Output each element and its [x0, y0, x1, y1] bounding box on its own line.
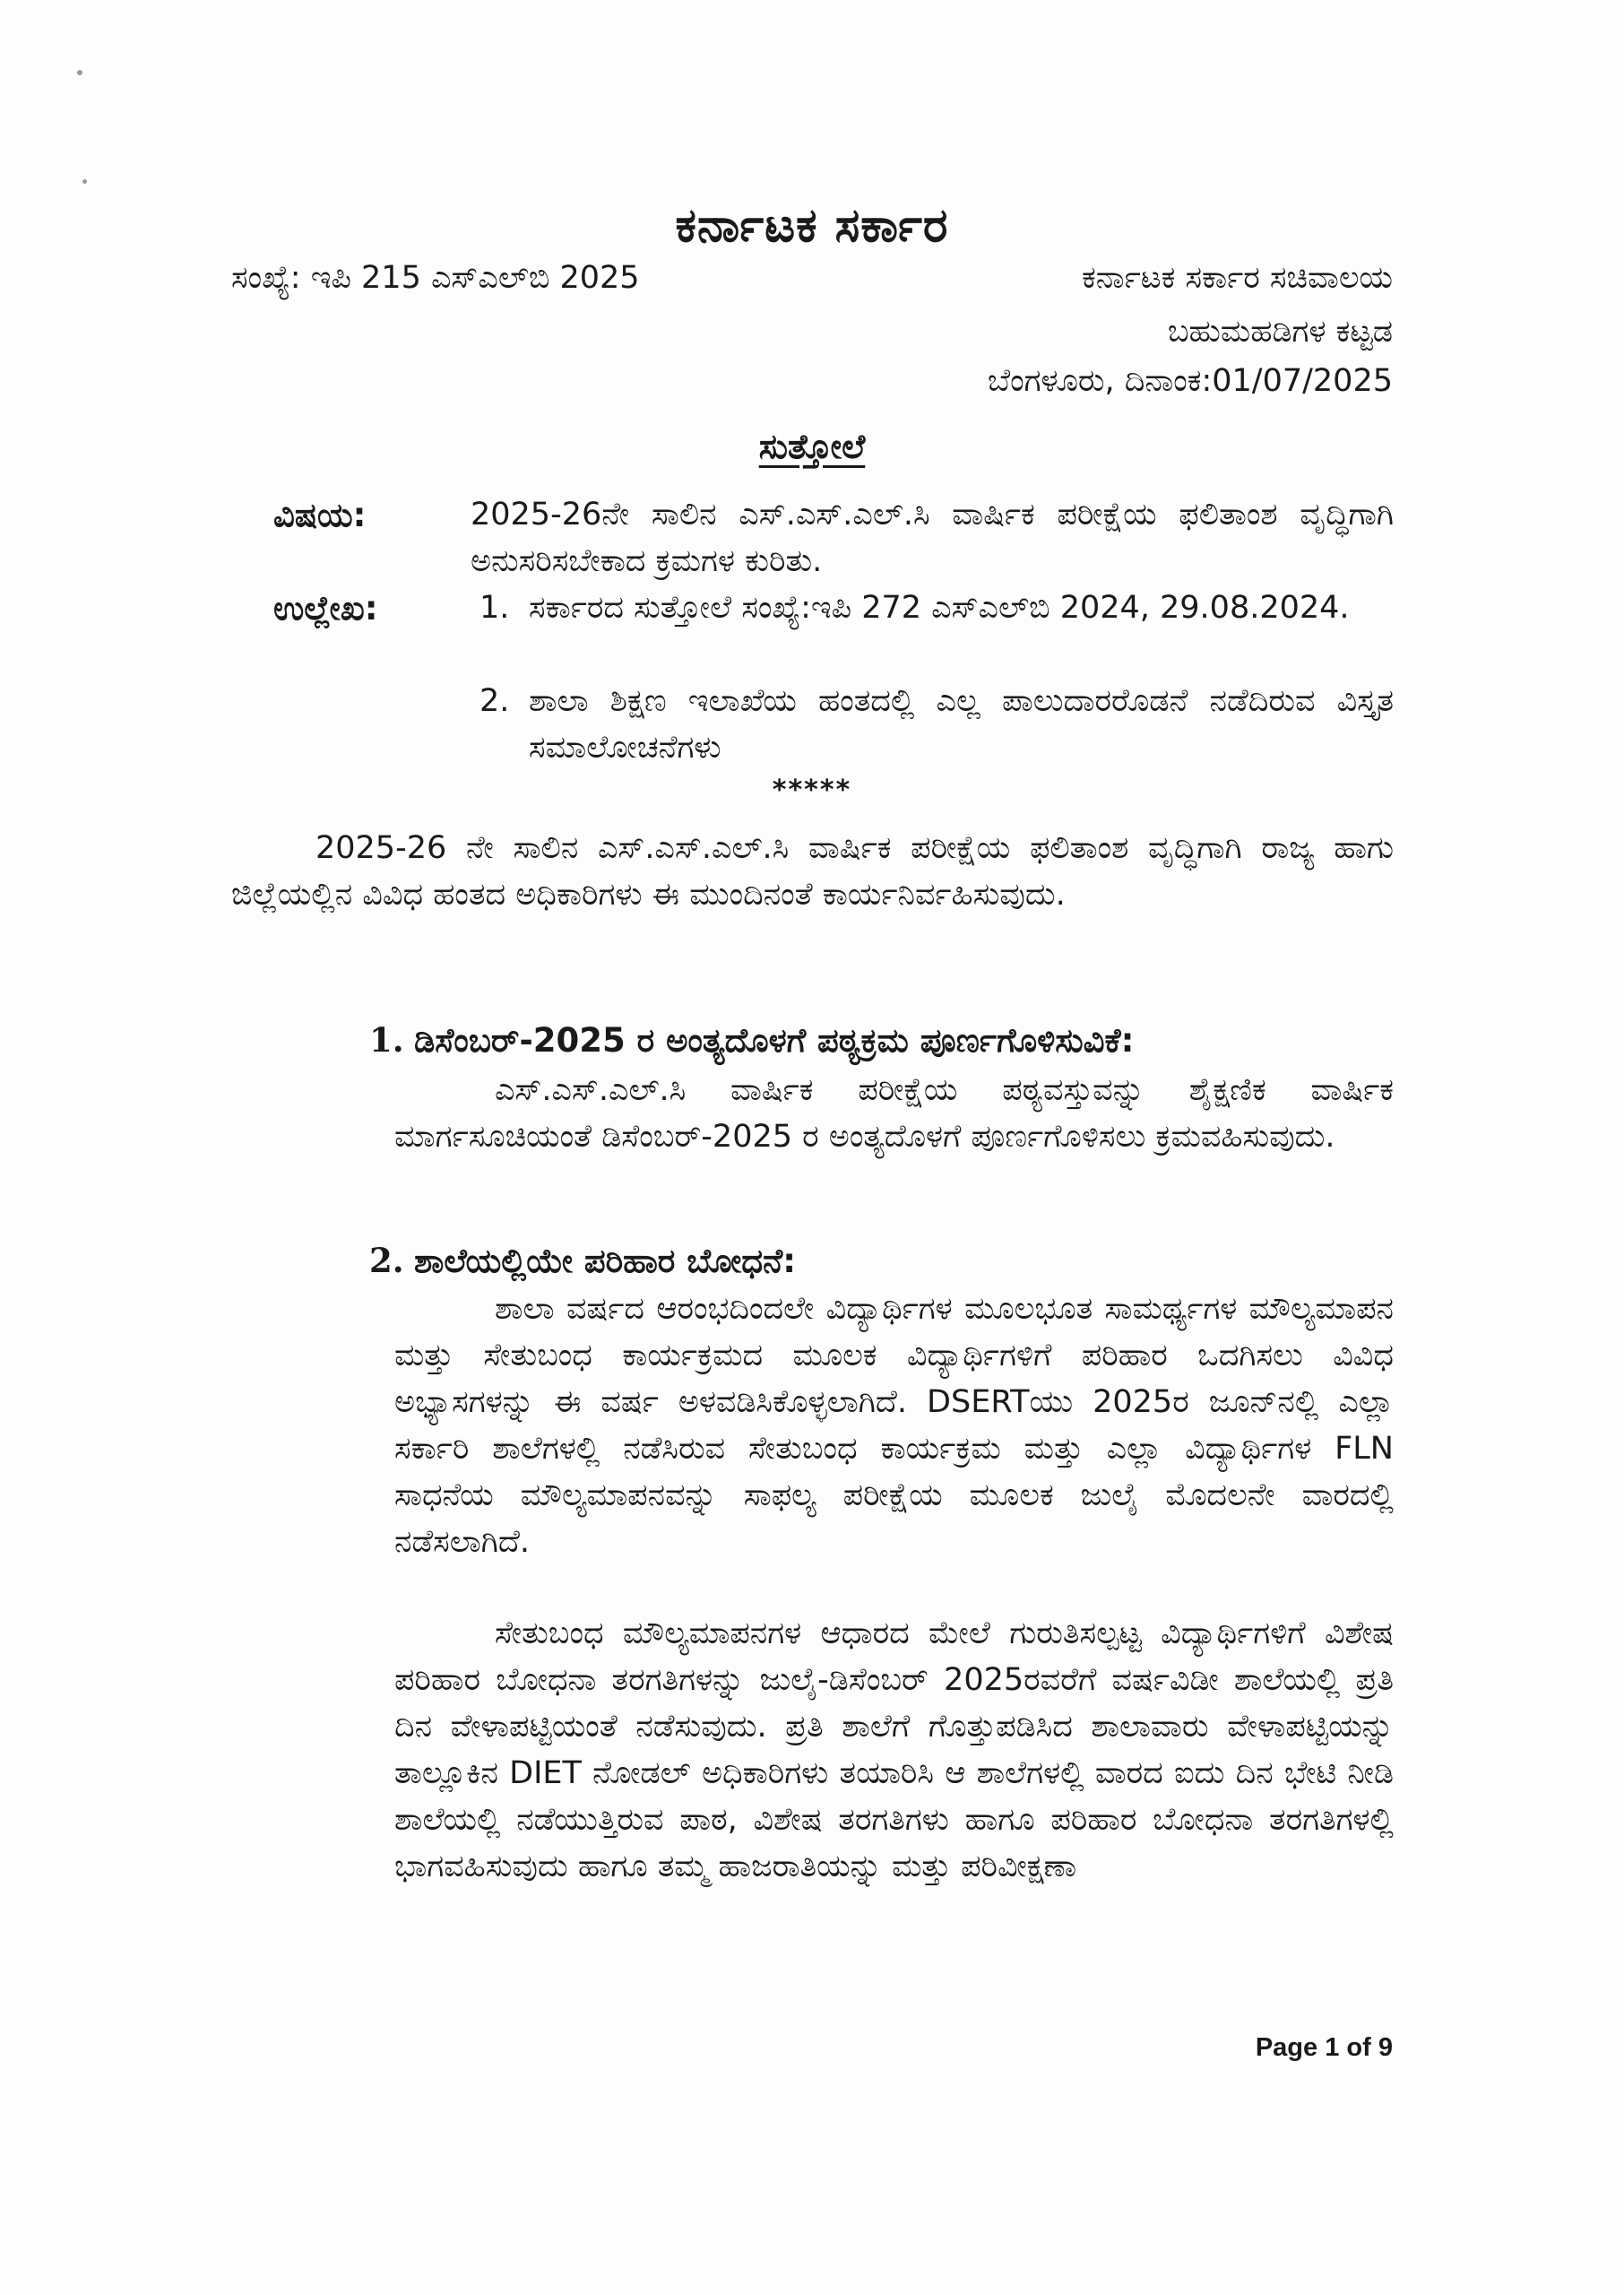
- reference-number: ಸಂಖ್ಯೆ: ಇಪಿ 215 ಎಸ್‌ಎಲ್‌ಬಿ 2025: [231, 260, 640, 296]
- intro-paragraph: 2025-26 ನೇ ಸಾಲಿನ ಎಸ್.ಎಸ್.ಎಲ್.ಸಿ ವಾರ್ಷಿಕ ಪರೀಕ್ಷೆಯ ಫಲಿತಾಂಶ ವೃದ್ಧಿಗಾಗಿ ರಾಜ್ಯ ಹಾಗು ಜಿಲ್ಲೆಯಲ್ಲಿನ ವಿವಿಧ ಹಂತದ ಅಧಿಕಾರಿಗಳು ಈ ಮುಂದಿನಂತೆ ಕಾರ್ಯನಿರ್ವಹಿಸುವುದು.: [231, 830, 1394, 913]
- scan-speck: [82, 179, 87, 184]
- scan-speck: [77, 70, 82, 75]
- reference-item-1-text: ಸರ್ಕಾರದ ಸುತ್ತೋಲೆ ಸಂಖ್ಯೆ:ಇಪಿ 272 ಎಸ್‌ಎಲ್‌ಬಿ 2024, 29.08.2024.: [529, 590, 1350, 626]
- office-address-line-2: ಬಹುಮಹಡಿಗಳ ಕಟ್ಟಡ: [1167, 314, 1393, 350]
- section-2-number: 2.: [369, 1241, 404, 1280]
- reference-item-2-text: ಶಾಲಾ ಶಿಕ್ಷಣ ಇಲಾಖೆಯ ಹಂತದಲ್ಲಿ ಎಲ್ಲ ಪಾಲುದಾರರೊಡನೆ ನಡೆದಿರುವ ವಿಸ್ತೃತ ಸಮಾಲೋಚನೆಗಳು: [529, 683, 1394, 766]
- subject-text: 2025-26ನೇ ಸಾಲಿನ ಎಸ್.ಎಸ್.ಎಲ್.ಸಿ ವಾರ್ಷಿಕ ಪರೀಕ್ಷೆಯ ಫಲಿತಾಂಶ ವೃದ್ಧಿಗಾಗಿ ಅನುಸರಿಸಬೇಕಾದ ಕ್ರಮಗಳ ಕುರಿತು.: [471, 497, 1394, 579]
- separator-stars: *****: [772, 775, 852, 806]
- page-word: Page: [1255, 2033, 1318, 2062]
- circular-heading: ಸುತ್ತೋಲೆ: [758, 427, 866, 466]
- page-number: [1256, 2033, 1393, 2063]
- section-2-title-text: ಶಾಲೆಯಲ್ಲಿಯೇ ಪರಿಹಾರ ಬೋಧನೆ:: [414, 1242, 797, 1280]
- section-1-title: [369, 1020, 1134, 1061]
- section-2-paragraph-2: ಸೇತುಬಂಧ ಮೌಲ್ಯಮಾಪನಗಳ ಆಧಾರದ ಮೇಲೆ ಗುರುತಿಸಲ್ಪಟ್ಟ ವಿದ್ಯಾರ್ಥಿಗಳಿಗೆ ವಿಶೇಷ ಪರಿಹಾರ ಬೋಧನಾ ತರಗತಿಗಳನ್ನು ಜುಲೈ-ಡಿಸೆಂಬರ್ 2025ರವರೆಗೆ ವರ್ಷವಿಡೀ ಶಾಲೆಯಲ್ಲಿ ಪ್ರತಿ ದಿನ ವೇಳಾಪಟ್ಟಿಯಂತೆ ನಡೆಸುವುದು. ಪ್ರತಿ ಶಾಲೆಗೆ ಗೊತ್ತುಪಡಿಸಿದ ಶಾಲಾವಾರು ವೇಳಾಪಟ್ಟಿಯನ್ನು ತಾಲ್ಲೂಕಿನ DIET ನೋಡಲ್ ಅಧಿಕಾರಿಗಳು ತಯಾರಿಸಿ ಆ ಶಾಲೆಗಳಲ್ಲಿ ವಾರದ ಐದು ದಿನ ಭೇಟಿ ನೀಡಿ ಶಾಲೆಯಲ್ಲಿ ನಡೆಯುತ್ತಿರುವ ಪಾಠ, ವಿಶೇಷ ತರಗತಿಗಳು ಹಾಗೂ ಪರಿಹಾರ ಬೋಧನಾ ತರಗತಿಗಳಲ್ಲಿ ಭಾಗವಹಿಸುವುದು ಹಾಗೂ ತಮ್ಮ ಹಾಜರಾತಿಯನ್ನು ಮತ್ತು ಪರಿವೀಕ್ಷಣಾ: [394, 1615, 1394, 1884]
- page-of: of: [1346, 2033, 1371, 2062]
- section-1-paragraph: ಎಸ್.ಎಸ್.ಎಲ್.ಸಿ ವಾರ್ಷಿಕ ಪರೀಕ್ಷೆಯ ಪಠ್ಯವಸ್ತುವನ್ನು ಶೈಕ್ಷಣಿಕ ವಾರ್ಷಿಕ ಮಾರ್ಗಸೂಚಿಯಂತೆ ಡಿಸೆಂಬರ್-2025 ರ ಅಂತ್ಯದೊಳಗೆ ಪೂರ್ಣಗೊಳಿಸಲು ಕ್ರಮವಹಿಸುವುದು.: [394, 1072, 1394, 1155]
- page-current: 1: [1325, 2033, 1340, 2062]
- section-2-paragraph-1: ಶಾಲಾ ವರ್ಷದ ಆರಂಭದಿಂದಲೇ ವಿದ್ಯಾರ್ಥಿಗಳ ಮೂಲಭೂತ ಸಾಮರ್ಥ್ಯಗಳ ಮೌಲ್ಯಮಾಪನ ಮತ್ತು ಸೇತುಬಂಧ ಕಾರ್ಯಕ್ರಮದ ಮೂಲಕ ವಿದ್ಯಾರ್ಥಿಗಳಿಗೆ ಪರಿಹಾರ ಒದಗಿಸಲು ವಿವಿಧ ಅಭ್ಯಾಸಗಳನ್ನು ಈ ವರ್ಷ ಅಳವಡಿಸಿಕೊಳ್ಳಲಾಗಿದೆ. DSERTಯು 2025ರ ಜೂನ್‌ನಲ್ಲಿ ಎಲ್ಲಾ ಸರ್ಕಾರಿ ಶಾಲೆಗಳಲ್ಲಿ ನಡೆಸಿರುವ ಸೇತುಬಂಧ ಕಾರ್ಯಕ್ರಮ ಮತ್ತು ಎಲ್ಲಾ ವಿದ್ಯಾರ್ಥಿಗಳ FLN ಸಾಧನೆಯ ಮೌಲ್ಯಮಾಪನವನ್ನು ಸಾಫಲ್ಯ ಪರೀಕ್ಷೆಯ ಮೂಲಕ ಜುಲೈ ಮೊದಲನೇ ವಾರದಲ್ಲಿ ನಡೆಸಲಾಗಿದೆ.: [394, 1291, 1394, 1560]
- reference-item-1-number: 1.: [479, 590, 510, 626]
- office-date-line: ಬೆಂಗಳೂರು, ದಿನಾಂಕ:01/07/2025: [987, 363, 1393, 399]
- subject-label: ವಿಷಯ:: [273, 496, 367, 534]
- reference-item-2-number: 2.: [479, 683, 510, 719]
- section-2-title: [369, 1241, 796, 1281]
- section-1-number: 1.: [369, 1020, 404, 1060]
- office-address-line-1: ಕರ್ನಾಟಕ ಸರ್ಕಾರ ಸಚಿವಾಲಯ: [1082, 260, 1393, 296]
- page-total: 9: [1378, 2033, 1393, 2062]
- section-1-title-text: ಡಿಸೆಂಬರ್-2025 ರ ಅಂತ್ಯದೊಳಗೆ ಪಠ್ಯಕ್ರಮ ಪೂರ್ಣಗೊಳಿಸುವಿಕೆ:: [414, 1021, 1135, 1060]
- reference-label: ಉಲ್ಲೇಖ:: [273, 589, 378, 628]
- document-title: ಕರ್ನಾಟಕ ಸರ್ಕಾರ: [675, 199, 949, 253]
